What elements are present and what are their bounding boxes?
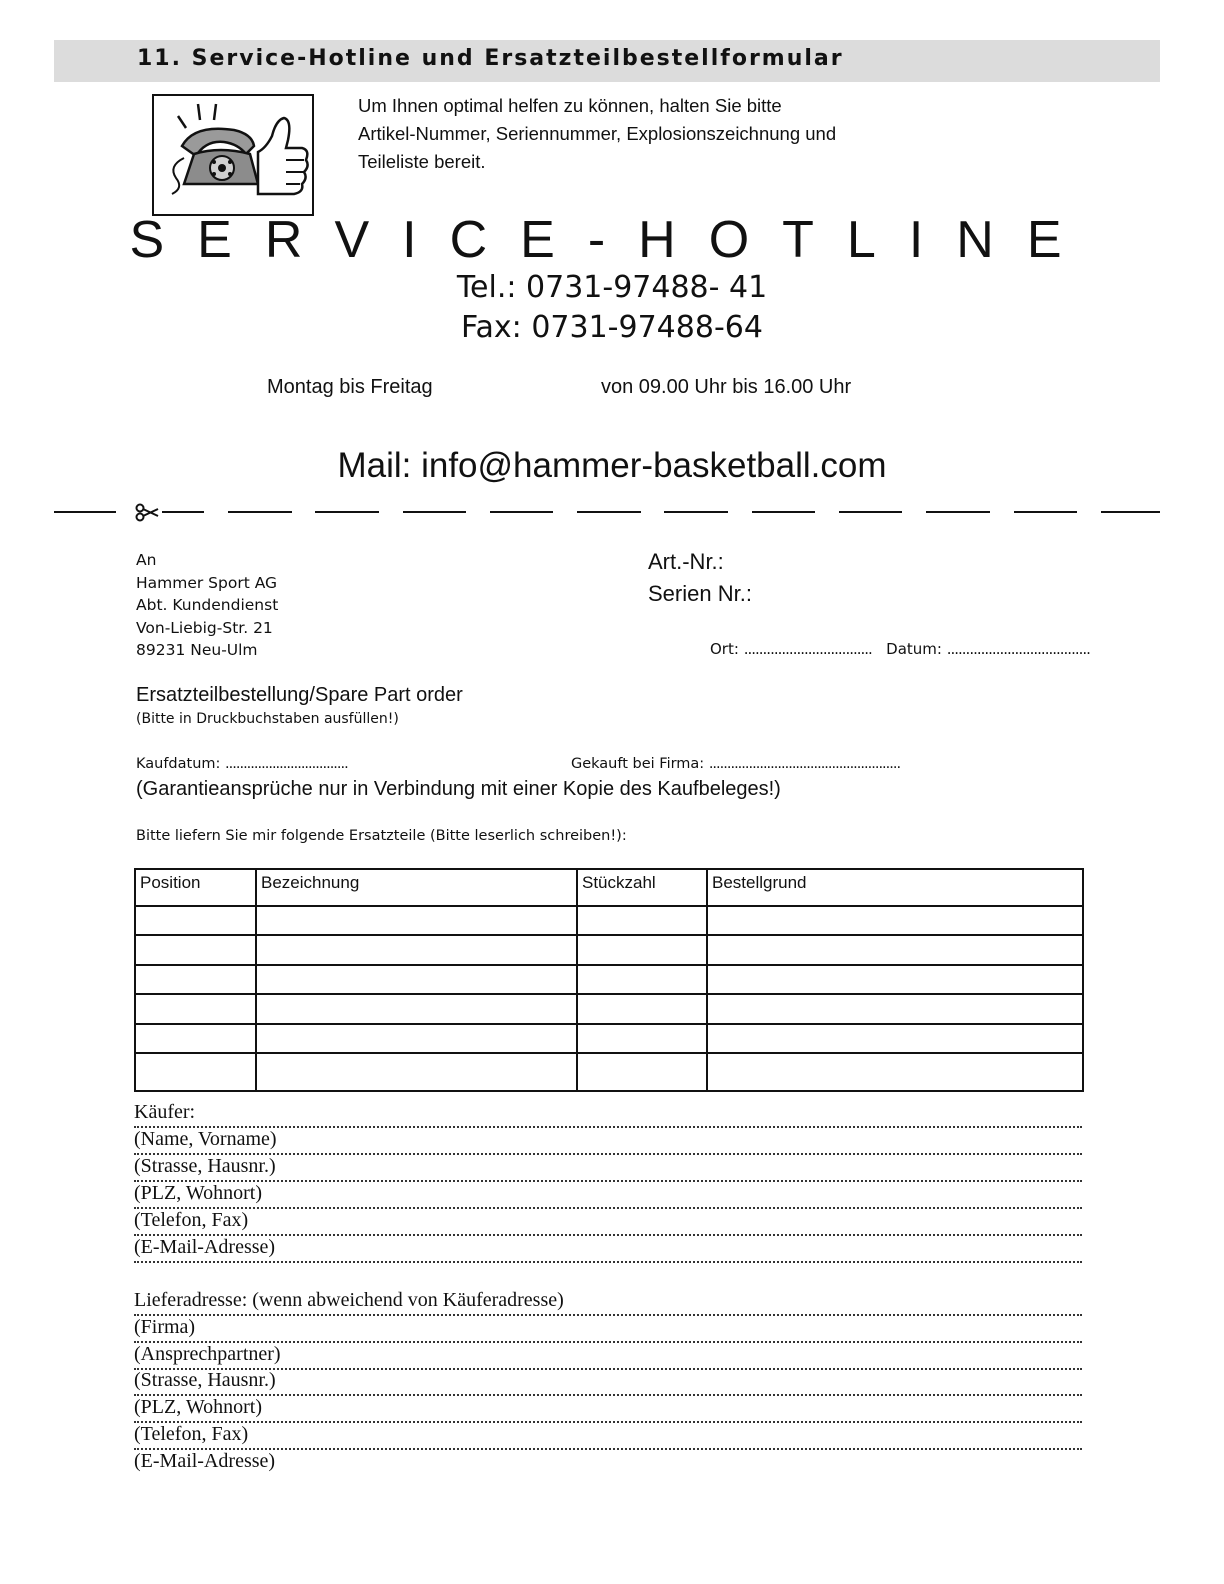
address-line: An [136,551,157,569]
delivery-street-field[interactable]: (Strasse, Hausnr.) [134,1367,1082,1396]
date-label: Datum: [886,640,942,658]
column-header-reason: Bestellgrund [707,869,1083,906]
table-cell[interactable] [577,1024,707,1053]
table-cell[interactable] [707,1024,1083,1053]
place-field[interactable]: .................................. [743,640,872,658]
intro-text [358,92,836,176]
table-row [135,906,1083,935]
column-header-quantity: Stückzahl [577,869,707,906]
hotline-email: Mail: info@hammer-basketball.com [337,446,887,485]
table-row [135,1024,1083,1053]
recipient-address [136,549,278,662]
table-cell[interactable] [135,965,256,994]
table-cell[interactable] [135,906,256,935]
address-line: Hammer Sport AG [136,573,278,592]
section-title: 11. Service-Hotline und Ersatzteilbestellformular [137,46,844,71]
buyer-city-field[interactable]: (PLZ, Wohnort) [134,1180,1082,1209]
date-field[interactable]: ...................................... [946,640,1090,658]
warranty-note: (Garantieansprüche nur in Verbindung mit einer Kopie des Kaufbeleges!) [136,778,781,800]
cut-line [54,500,1160,524]
table-cell[interactable] [577,906,707,935]
hotline-days: Montag bis Freitag [267,376,433,398]
table-row [135,994,1083,1023]
purchased-from-field [571,756,900,772]
table-cell[interactable] [707,965,1083,994]
table-cell[interactable] [256,1024,577,1053]
hotline-hours: von 09.00 Uhr bis 16.00 Uhr [601,376,852,398]
table-row [135,935,1083,964]
table-cell[interactable] [256,994,577,1023]
table-cell[interactable] [256,1053,577,1091]
spare-parts-table [134,868,1084,1092]
intro-line-1: Um Ihnen optimal helfen zu können, halten Sie bitte [358,95,782,116]
purchase-date-label: Kaufdatum: [136,756,221,772]
table-cell[interactable] [256,965,577,994]
order-instruction: Bitte liefern Sie mir folgende Ersatzteile (Bitte leserlich schreiben!): [136,828,627,844]
column-header-description: Bezeichnung [256,869,577,906]
article-number-label[interactable]: Art.-Nr.: [648,549,724,574]
serial-number-label[interactable]: Serien Nr.: [648,581,752,606]
table-cell[interactable] [707,906,1083,935]
buyer-phone-field[interactable]: (Telefon, Fax) [134,1207,1082,1236]
column-header-position: Position [135,869,256,906]
delivery-contact-field[interactable]: (Ansprechpartner) [134,1341,1082,1370]
table-cell[interactable] [577,1053,707,1091]
purchase-date-input[interactable]: .................................. [225,756,348,772]
table-cell[interactable] [707,935,1083,964]
place-date-fields [710,640,1090,658]
table-cell[interactable] [707,994,1083,1023]
purchased-from-label: Gekauft bei Firma: [571,756,705,772]
order-title: Ersatzteilbestellung/Spare Part order [136,684,463,706]
telephone-icon [154,96,312,214]
order-subtitle: (Bitte in Druckbuchstaben ausfüllen!) [136,711,399,727]
table-header-row [135,869,1083,906]
table-cell[interactable] [577,935,707,964]
delivery-heading: Lieferadresse: (wenn abweichend von Käuferadresse) [134,1287,1082,1316]
table-cell[interactable] [135,994,256,1023]
article-info [648,546,752,610]
table-cell[interactable] [135,1024,256,1053]
table-cell[interactable] [256,906,577,935]
table-cell[interactable] [707,1053,1083,1091]
table-cell[interactable] [135,935,256,964]
delivery-company-field[interactable]: (Firma) [134,1314,1082,1343]
hotline-fax: Fax: 0731-97488-64 [461,310,763,345]
hotline-phone: Tel.: 0731-97488- 41 [456,270,768,305]
purchased-from-input[interactable]: ..................................................... [708,756,901,772]
address-line: Abt. Kundendienst [136,596,279,614]
table-cell[interactable] [135,1053,256,1091]
address-line: 89231 Neu-Ulm [136,641,258,659]
delivery-phone-field[interactable]: (Telefon, Fax) [134,1421,1082,1450]
phone-thumbs-up-illustration [152,94,314,216]
table-row [135,1053,1083,1091]
buyer-email-field[interactable]: (E-Mail-Adresse) [134,1234,1082,1263]
delivery-email-field[interactable]: (E-Mail-Adresse) [134,1450,276,1472]
place-label: Ort: [710,640,739,658]
address-line: Von-Liebig-Str. 21 [136,618,273,637]
buyer-street-field[interactable]: (Strasse, Hausnr.) [134,1153,1082,1182]
table-cell[interactable] [577,994,707,1023]
buyer-heading: Käufer: [134,1099,1082,1128]
intro-line-2: Artikel-Nummer, Seriennummer, Explosionszeichnung und [358,123,837,144]
buyer-name-field[interactable]: (Name, Vorname) [134,1126,1082,1155]
scissors-icon [137,505,159,521]
table-cell[interactable] [256,935,577,964]
purchase-date-field [136,756,348,772]
delivery-city-field[interactable]: (PLZ, Wohnort) [134,1394,1082,1423]
table-cell[interactable] [577,965,707,994]
intro-line-3: Teileliste bereit. [358,151,486,172]
service-hotline-heading: SERVICE-HOTLINE [129,211,1095,269]
table-row [135,965,1083,994]
